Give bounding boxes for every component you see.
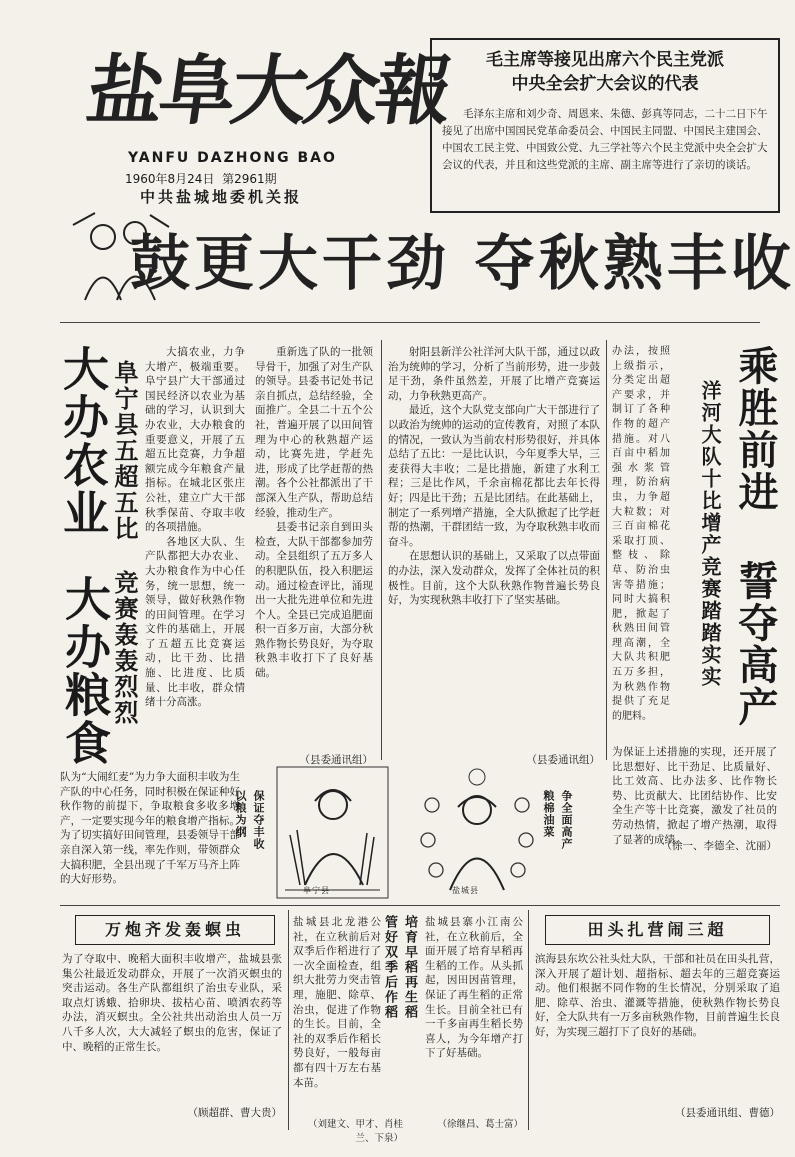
story-right-body-2: 为保证上述措施的实现，还开展了比思想好、比干劲足、比质量好、比工效高、比办法多、比作物长势、比贡献大、比团结协作、比安全生产等十比竞赛，激发了社员的劳动热情，掀起了增产热潮，取得了显著的成绩。 <box>612 746 777 846</box>
masthead-date-line <box>125 170 277 187</box>
story-left-subhead-1: 阜宁县五超五比 <box>110 360 138 542</box>
story-middle-paragraph-2: 县委书记亲自到田头检查，大队干部都参加劳动。全县组织了五万多人的积肥队伍，投入积肥运动。通过检查评比，涌现出一大批先进单位和先进个人。全县已完成追肥面积一百多万亩，大部分秋熟作物长势良好，为夺取秋熟丰收打下了良好基础。 <box>255 521 373 680</box>
story-left-paragraph-1: 大搞农业，力争大增产，极端重要。阜宁县广大干部通过国民经济以农业为基础的学习，认识到大办农业，大办粮食的重要意义，开展了五超五比竞赛，力争超额完成今年粮食产量指标。在城北区张庄公社，建立广大干部秋季保苗、夺取丰收的各项措施。 <box>145 346 245 534</box>
story-right-middle-paragraph-1: 射阳县新洋公社洋河大队干部，通过以政治为统帅的学习，分析了当前形势，进一步鼓足干劲，条件虽然差，开展了比增产竞赛运动，力争秋熟更高产。 <box>388 346 600 402</box>
bottom-mid-1-body: 盐城县北龙港公社，在立秋前后对双季后作稻进行了一次全面检查，组织大批劳力突击管理，施肥、除草、治虫，促进了作物的生长。目前，全社的双季后作稻长势良好，一般每亩都有四十万左右基本苗。 <box>293 916 381 1089</box>
bottom-left-byline: （顾超群、曹大贵） <box>187 1107 282 1119</box>
story-right-subhead: 洋河大队十比增产竞赛踏踏实实 <box>698 380 722 688</box>
illustration-left-stamp: 阜宁县 <box>303 886 330 895</box>
bottom-column-rule-1 <box>288 910 289 1130</box>
bottom-mid-2-byline: （徐继昌、葛士富） <box>437 1119 523 1130</box>
illustration-left-caption-2: 保证夺丰收 <box>252 790 265 850</box>
column-rule-2 <box>606 340 607 760</box>
bottom-left-body: 为了夺取中、晚稻大面积丰收增产，盐城县张集公社最近发动群众，开展了一次消灭螟虫的突击运动。各生产队都组织了治虫专业队，采取点灯诱蛾、拾卵块、拔枯心苗、喷洒农药等办法，消灭螟虫。全公社共出动治虫人员一万八千多人次，大大减轻了螟虫的危害，保证了中、晚稻的正常生长。 <box>62 953 282 1053</box>
banner-divider <box>60 322 760 323</box>
bottom-mid-2-subhead: 培育早稻再生稻 <box>402 915 417 1020</box>
illustration-right-stamp: 盐城县 <box>452 886 479 895</box>
top-story-body: 毛泽东主席和刘少奇、周恩来、朱德、彭真等同志，二十二日下午接见了出席中国国民党革命委员会、中国民主同盟、中国民主建国会、中国农工民主党、中国致公党、九三学社等六个民主党派中央全会扩大会议的代表，并且和这些党派的主席、副主席等进行了亲切的谈话。 <box>442 108 768 171</box>
story-middle-paragraph-1: 重新选了队的一批领导骨干，加强了对生产队的领导。县委书记处书记亲自抓点，总结经验，全面推广。全县二十五个公社，普遍开展了以田间管理为中心的秋熟超产运动，比赛先进，学赶先进，形成了比学赶帮的热潮。各个公社都派出了干部深入生产队，帮助总结经验，推动生产。 <box>255 346 373 519</box>
woman-with-cotton-illustration <box>418 765 536 900</box>
story-left-paragraph-2: 各地区大队、生产队都把大办农业、大办粮食作为中心任务，统一思想，统一领导，做好秋熟作物的田间管理。在学习文件的基础上，开展了五超五比竞赛运动，比干劲、比措施、比进度、比质量、比丰收，群众情绪十分高涨。 <box>145 535 245 709</box>
masthead-publisher: 中共盐城地委机关报 <box>140 188 303 206</box>
column-rule-1 <box>381 340 382 760</box>
story-right-middle-paragraph-2: 最近，这个大队党支部向广大干部进行了以政治为统帅的运动的宣传教育，对照了本队的情况，一致认为当前农村形势很好，并具体总结了五比：一是比认识，今年夏季大旱，三麦获得大丰收；二是比措施，新建了水利工程；三是比作风，千余亩棉花都比去年长得好；四是比干劲；五是比团结。在此基础上，制定了一系列增产措施，全大队掀起了比学赶帮的热潮，干群团结一致，为夺取秋熟丰收而奋斗。 <box>388 404 600 548</box>
story-middle-body <box>255 345 373 750</box>
story-right-headline-2: 誓夺高产 <box>732 560 778 728</box>
story-right-headline-1: 乘胜前进 <box>732 345 778 513</box>
bottom-mid-2-body: 盐城县寨小江南公社，在立秋前后，全面开展了培育早稻再生稻的工作。从头抓起，因田因苗管理，保证了再生稻的正常生长。目前全社已有一千多亩再生稻长势喜人，为今年增产打下了好基础。 <box>425 916 523 1060</box>
bottom-column-rule-2 <box>528 910 529 1130</box>
bottom-section-divider <box>60 905 780 906</box>
masthead-pinyin: YANFU DAZHONG BAO <box>128 150 337 166</box>
bottom-right-title: 田头扎营闹三超 <box>545 915 770 945</box>
bottom-right-body: 滨海县东坎公社头灶大队，干部和社员在田头扎营，深入开展了超计划、超指标、超去年的三超竞赛运动。他们根据不同作物的生长情况，分别采取了追肥、除草、治虫、灌溉等措施，使秋熟作物长势良好，全大队共有一万多亩秋熟作物，目前普遍生长良好，为实现三超打下了良好的基础。 <box>535 953 780 1038</box>
top-story-headline-1: 毛主席等接见出席六个民主党派 <box>486 50 724 70</box>
story-left-body-3: 队为“大闹红麦”为力争大面积丰收为生产队的中心任务，同时积极在保证种好秋作物的前提下，争取粮食多收多增产，一定要实现今年的粮食增产指标。为了切实搞好田间管理，县委领导干部亲自深入第一线，率先作则，带领群众大搞积肥，全县出现了千军万马齐上阵的大好形势。 <box>60 771 240 886</box>
bottom-mid-1-subhead: 管好双季后作稻 <box>382 915 397 1020</box>
bottom-left-title: 万炮齐发轰螟虫 <box>75 915 275 945</box>
story-left-body-1 <box>145 345 245 760</box>
masthead-title: 盐阜大众報 <box>81 46 455 135</box>
story-right-middle-paragraph-3: 在思想认识的基础上，又采取了以点带面的办法，深入发动群众，发挥了全体社员的积极性。目前，这个大队秋熟作物普遍长势良好，为实现秋熟丰收打下了坚实基础。 <box>388 550 600 607</box>
story-right-middle-body <box>388 345 600 750</box>
illustration-left-caption-1: 以粮为纲 <box>234 790 247 838</box>
top-story-box <box>430 38 780 213</box>
story-left-subhead-2: 竞赛轰轰烈烈 <box>110 570 138 726</box>
story-middle-byline: （县委通讯组） <box>299 754 373 766</box>
story-left-headline-2: 大办粮食 <box>58 575 112 767</box>
farmer-with-grain-illustration <box>275 765 390 900</box>
masthead-date: 1960年8月24日 <box>125 172 215 186</box>
top-story-headline-2: 中央全会扩大会议的代表 <box>511 74 699 94</box>
banner-slogan: 鼓更大干劲 夺秋熟丰收 <box>130 229 795 299</box>
illustration-right-caption-2: 争全面高产 <box>560 790 573 850</box>
story-left-headline-1: 大办农业 <box>56 345 110 537</box>
bottom-right-byline: （县委通讯组、曹德） <box>675 1107 780 1119</box>
story-right-middle-byline: （县委通讯组） <box>526 754 600 766</box>
story-right-byline: （徐一、李德全、沈丽） <box>661 840 777 852</box>
bottom-mid-1-byline: （刘建文、甲才、肖桂兰、下泉） <box>307 1119 403 1144</box>
illustration-right-caption-1: 粮棉油菜 <box>542 790 555 838</box>
story-right-body-1: 办法，按照上级指示，分类定出超产要求，并制订了各种作物的超产措施。对八百亩中稻加强水浆管理，防治病虫，力争超大粒数；对三百亩棉花采取打顶、整枝、除草、防治虫害等措施；同时大搞积肥，掀起了秋熟田间管理高潮，全大队共积肥五万多担，为秋熟作物提供了充足的肥料。 <box>612 346 670 722</box>
masthead-issue: 第2961期 <box>222 172 277 186</box>
